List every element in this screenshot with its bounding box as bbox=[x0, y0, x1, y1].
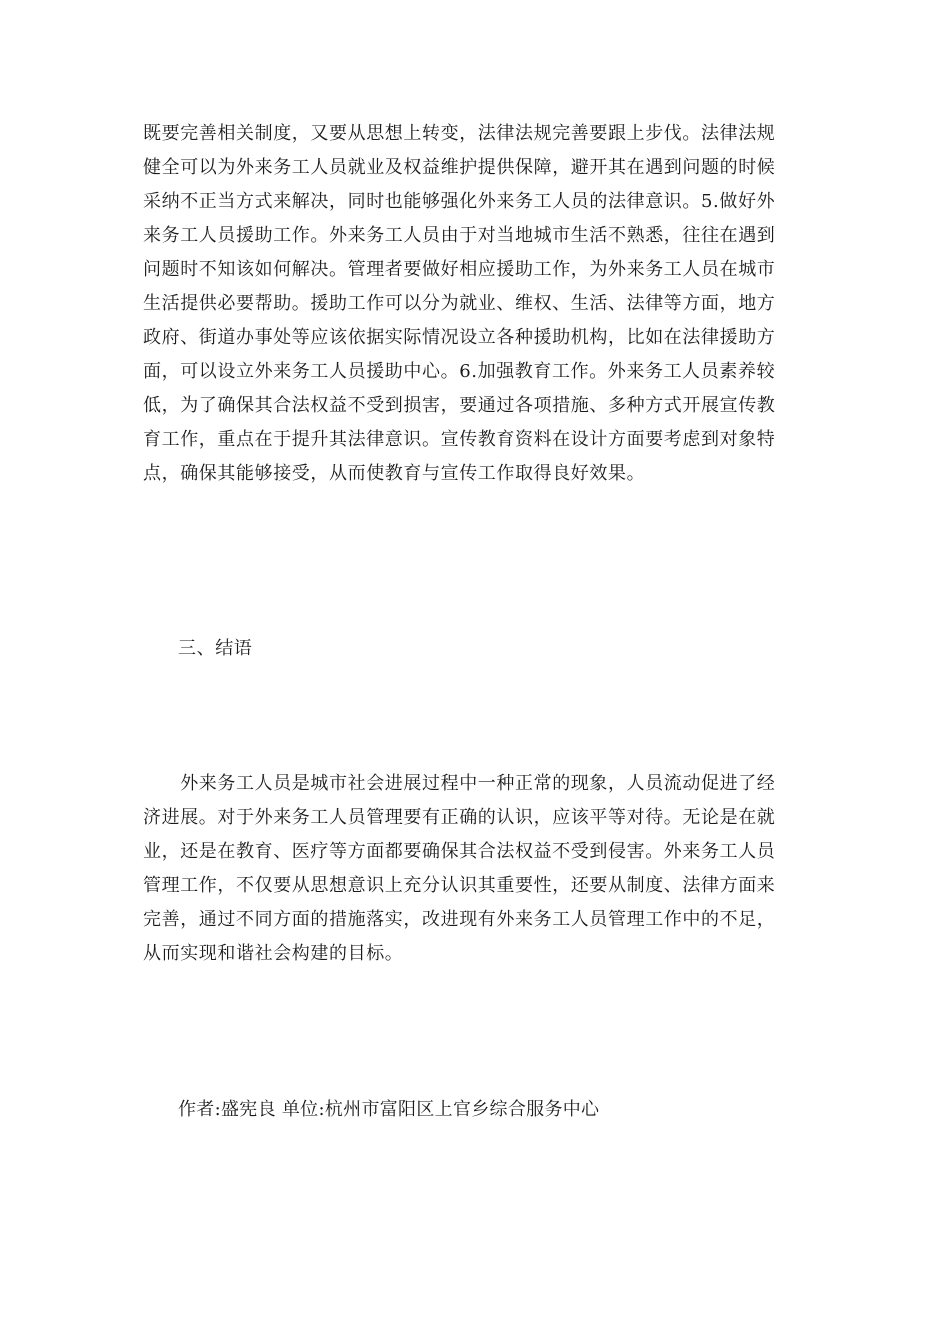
paragraph-line: 政府、街道办事处等应该依据实际情况设立各种援助机构，比如在法律援助方 bbox=[143, 327, 776, 348]
paragraph-line: 外来务工人员是城市社会进展过程中一种正常的现象，人员流动促进了经 bbox=[143, 773, 776, 794]
paragraph-line: 管理工作，不仅要从思想意识上充分认识其重要性，还要从制度、法律方面来 bbox=[143, 875, 776, 896]
paragraph-line: 采纳不正当方式来解决，同时也能够强化外来务工人员的法律意识。5.做好外 bbox=[143, 191, 776, 212]
paragraph-line: 健全可以为外来务工人员就业及权益维护提供保障，避开其在遇到问题的时候 bbox=[143, 157, 776, 178]
body-paragraph-1 bbox=[143, 117, 808, 491]
section-heading: 三、结语 bbox=[178, 638, 253, 659]
paragraph-line: 完善，通过不同方面的措施落实，改进现有外来务工人员管理工作中的不足， bbox=[143, 909, 776, 930]
paragraph-line: 面，可以设立外来务工人员援助中心。6.加强教育工作。外来务工人员素养较 bbox=[143, 361, 776, 382]
paragraph-line: 低，为了确保其合法权益不受到损害，要通过各项措施、多种方式开展宣传教 bbox=[143, 395, 776, 416]
paragraph-line: 点，确保其能够接受，从而使教育与宣传工作取得良好效果。 bbox=[143, 463, 646, 484]
author-affiliation: 作者:盛宪良 单位:杭州市富阳区上官乡综合服务中心 bbox=[178, 1099, 600, 1120]
paragraph-line: 既要完善相关制度，又要从思想上转变，法律法规完善要跟上步伐。法律法规 bbox=[143, 123, 776, 144]
paragraph-line: 业，还是在教育、医疗等方面都要确保其合法权益不受到侵害。外来务工人员 bbox=[143, 841, 776, 862]
paragraph-line: 从而实现和谐社会构建的目标。 bbox=[143, 943, 404, 964]
paragraph-line: 济进展。对于外来务工人员管理要有正确的认识，应该平等对待。无论是在就 bbox=[143, 807, 776, 828]
body-paragraph-2 bbox=[143, 767, 808, 971]
paragraph-line: 来务工人员援助工作。外来务工人员由于对当地城市生活不熟悉，往往在遇到 bbox=[143, 225, 776, 246]
paragraph-line: 生活提供必要帮助。援助工作可以分为就业、维权、生活、法律等方面，地方 bbox=[143, 293, 776, 314]
paragraph-line: 问题时不知该如何解决。管理者要做好相应援助工作，为外来务工人员在城市 bbox=[143, 259, 776, 280]
paragraph-line: 育工作，重点在于提升其法律意识。宣传教育资料在设计方面要考虑到对象特 bbox=[143, 429, 776, 450]
